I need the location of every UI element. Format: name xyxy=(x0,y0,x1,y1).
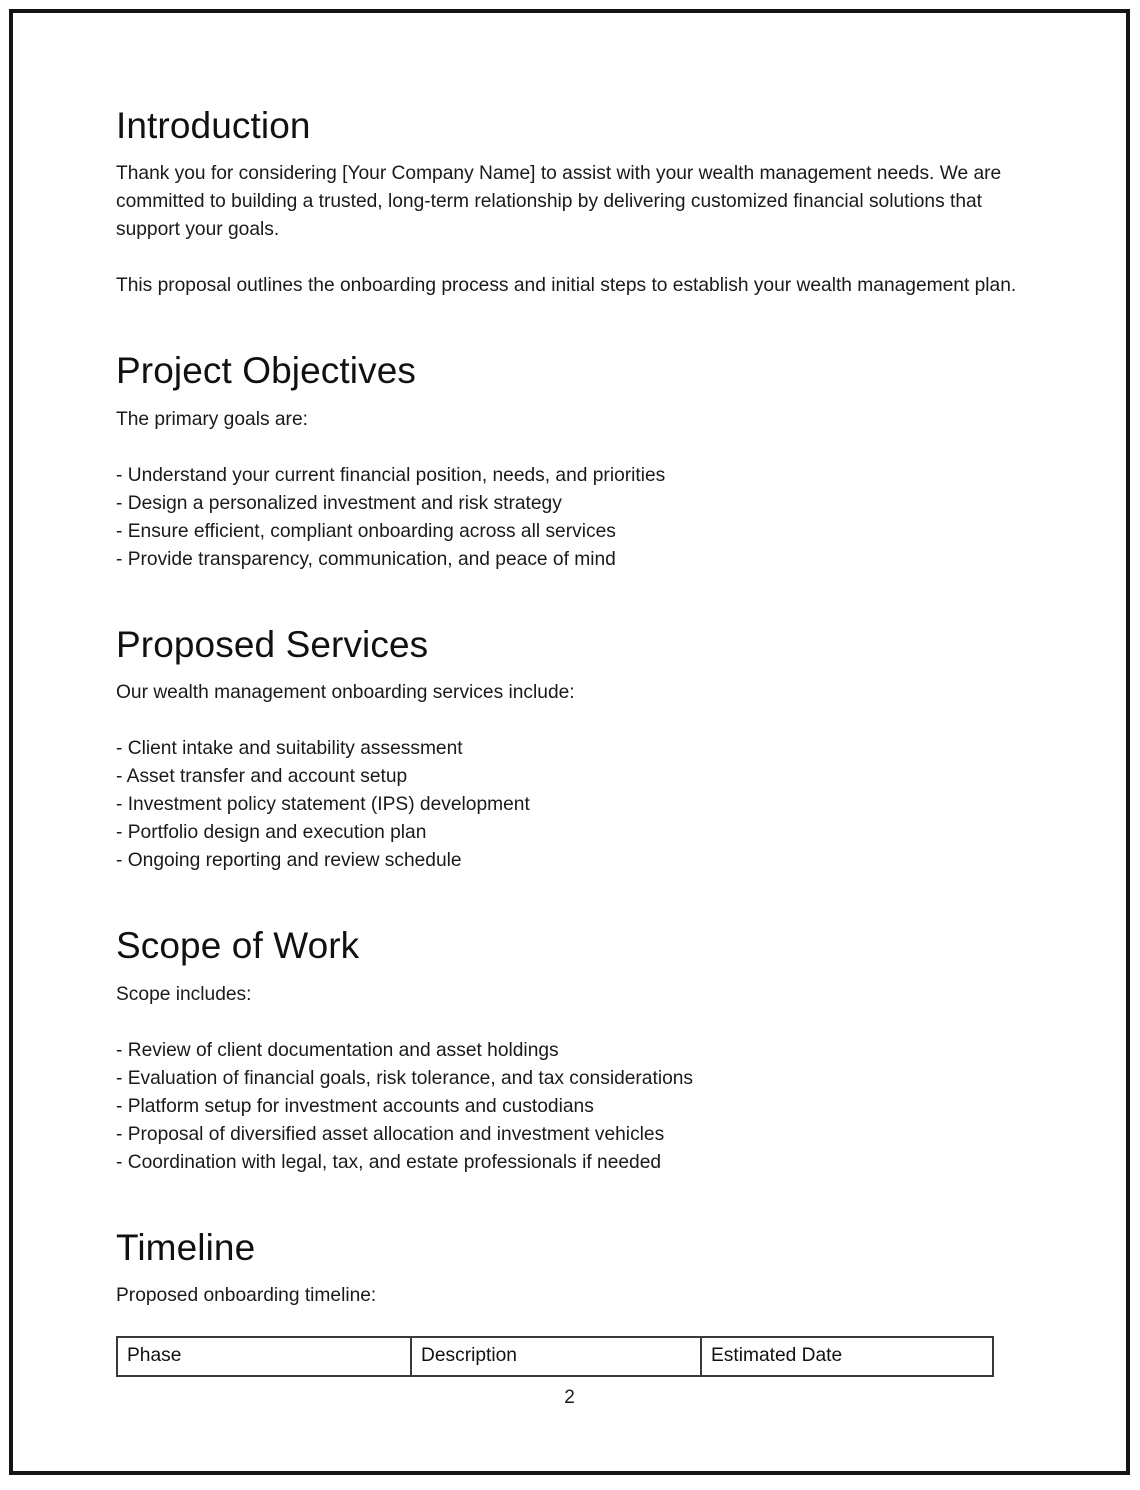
introduction-paragraph-1: Thank you for considering [Your Company Name] to assist with your wealth management needs. We are committed to building a trusted, long-term relationship by delivering customized financial solutions that support your goals. xyxy=(116,163,1002,241)
section-scope-of-work xyxy=(116,925,1026,1176)
section-project-objectives xyxy=(116,350,1026,573)
table-header-row xyxy=(117,1337,993,1376)
scope-of-work-lead: Scope includes: xyxy=(116,983,252,1005)
list-item: - Understand your current financial position, needs, and priorities xyxy=(116,464,666,486)
list-item: - Evaluation of financial goals, risk tolerance, and tax considerations xyxy=(116,1067,694,1089)
timeline-lead: Proposed onboarding timeline: xyxy=(116,1285,377,1307)
section-proposed-services xyxy=(116,624,1026,875)
list-item: - Provide transparency, communication, and peace of mind xyxy=(116,548,616,570)
project-objectives-lead: The primary goals are: xyxy=(116,408,308,430)
introduction-paragraph-2: This proposal outlines the onboarding process and initial steps to establish your wealth management plan. xyxy=(116,275,1017,297)
list-item: - Ensure efficient, compliant onboarding across all services xyxy=(116,520,616,542)
list-item: - Coordination with legal, tax, and estate professionals if needed xyxy=(116,1151,662,1173)
page-content xyxy=(13,13,1126,1471)
scope-of-work-list xyxy=(116,1037,1026,1177)
heading-introduction: Introduction xyxy=(116,105,311,146)
section-introduction xyxy=(116,105,1026,300)
table-column-header-description: Description xyxy=(411,1337,701,1376)
list-item: - Design a personalized investment and risk strategy xyxy=(116,492,562,514)
page-border-frame xyxy=(9,9,1130,1475)
list-item: - Platform setup for investment accounts and custodians xyxy=(116,1095,594,1117)
list-item: - Review of client documentation and asset holdings xyxy=(116,1039,559,1061)
list-item: - Portfolio design and execution plan xyxy=(116,822,427,844)
heading-scope-of-work: Scope of Work xyxy=(116,925,360,967)
proposed-services-lead: Our wealth management onboarding services include: xyxy=(116,682,575,704)
page-number: 2 xyxy=(564,1387,575,1408)
list-item: - Ongoing reporting and review schedule xyxy=(116,850,462,872)
section-timeline xyxy=(116,1227,1026,1377)
list-item: - Investment policy statement (IPS) development xyxy=(116,794,530,816)
heading-proposed-services: Proposed Services xyxy=(116,623,429,665)
list-item: - Proposal of diversified asset allocation and investment vehicles xyxy=(116,1123,665,1145)
heading-timeline: Timeline xyxy=(116,1226,256,1268)
heading-project-objectives: Project Objectives xyxy=(116,350,416,392)
table-column-header-estimated-date: Estimated Date xyxy=(701,1337,993,1376)
table-column-header-phase: Phase xyxy=(117,1337,411,1376)
list-item: - Asset transfer and account setup xyxy=(116,766,408,788)
project-objectives-list xyxy=(116,462,1026,574)
proposed-services-list xyxy=(116,735,1026,875)
list-item: - Client intake and suitability assessment xyxy=(116,738,463,760)
timeline-table xyxy=(116,1336,994,1377)
